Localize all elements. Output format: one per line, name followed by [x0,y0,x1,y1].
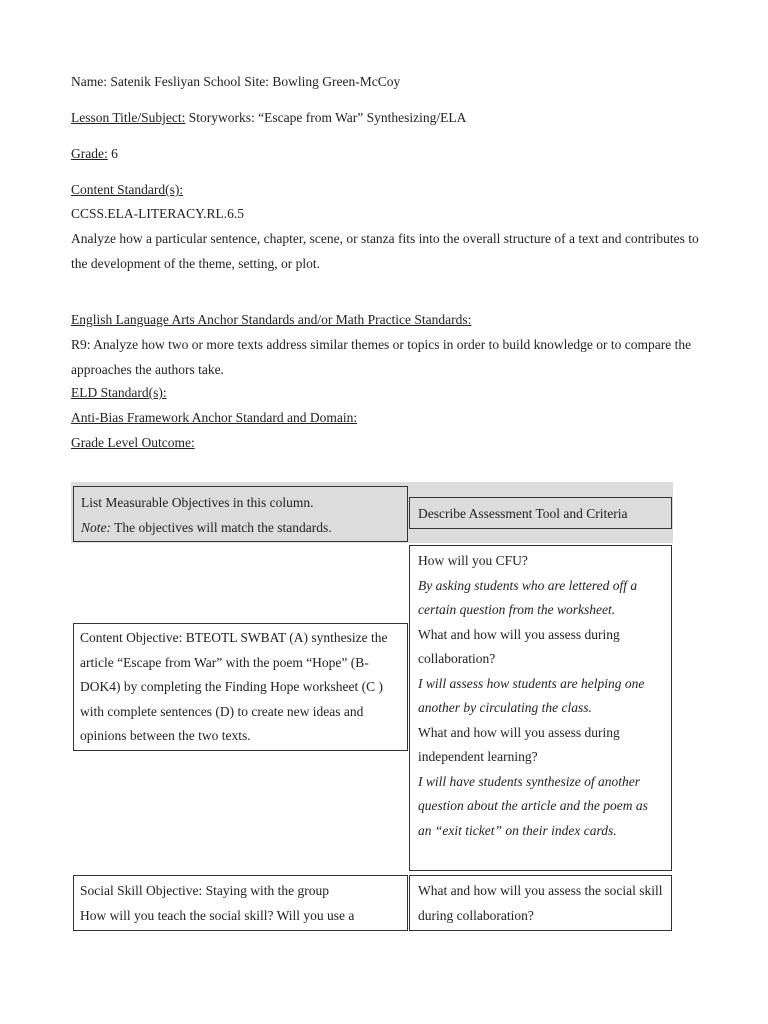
content-standard-text: Analyze how a particular sentence, chapter, scene, or stanza fits into the overall structure of a text and contributes to the development of the theme, setting, or plot. [71,231,699,271]
independent-answer: I will have students synthesize of another question about the article and the poem as an “exit ticket” on their index cards. [418,773,648,838]
objectives-header-note [81,516,400,541]
cfu-question: How will you CFU? [418,553,528,568]
social-objective-question: How will you teach the social skill? Will you use a [80,907,355,923]
objectives-header-line: List Measurable Objectives in this column. [81,495,314,510]
collaboration-answer: I will assess how students are helping one another by circulating the class. [418,675,645,715]
lesson-title-line [71,108,466,128]
anti-bias-label: Anti-Bias Framework Anchor Standard and Domain: [71,410,358,425]
lesson-title-label: Lesson Title/Subject: [71,110,186,125]
name-school-line: Name: Satenik Fesliyan School Site: Bowling Green-McCoy [71,74,401,89]
grade-line [71,144,118,164]
content-standard-code: CCSS.ELA-LITERACY.RL.6.5 [71,206,245,221]
grade-value: 6 [107,146,118,161]
eld-standard-label: ELD Standard(s): [71,385,167,400]
content-objective-text: Content Objective: BTEOTL SWBAT (A) synthesize the article “Escape from War” with the poem “Hope” (B-DOK4) by completing the Finding Hope worksheet (C ) with complete sentences (D) to create new ideas and opinions between the two texts. [80,630,388,743]
content-objective-cell [73,623,408,751]
content-standard-label: Content Standard(s): [71,182,184,197]
anchor-standards-label: English Language Arts Anchor Standards and/or Math Practice Standards: [71,312,472,327]
note-label: Note: [81,519,111,535]
assessment-header-cell [409,497,672,529]
cfu-answer: By asking students who are lettered off a certain question from the worksheet. [418,577,638,617]
grade-label: Grade: [71,146,108,161]
assessment-cell [409,545,672,871]
independent-question: What and how will you assess during independent learning? [418,724,620,764]
collaboration-question: What and how will you assess during collaboration? [418,626,620,666]
social-assessment-text: What and how will you assess the social skill during collaboration? [418,883,663,923]
anchor-standards-text: R9: Analyze how two or more texts address similar themes or topics in order to build knowledge or to compare the approaches the authors take. [71,337,692,377]
note-text: The objectives will match the standards. [111,519,332,535]
social-objective-line: Social Skill Objective: Staying with the group [80,883,329,898]
lesson-title-value: Storyworks: “Escape from War” Synthesizing/ELA [185,110,467,125]
assessment-header-text: Describe Assessment Tool and Criteria [418,506,628,521]
social-assessment-cell [409,875,672,931]
objectives-header-cell [73,486,408,542]
grade-outcome-label: Grade Level Outcome: [71,435,195,450]
social-objective-cell [73,875,408,931]
